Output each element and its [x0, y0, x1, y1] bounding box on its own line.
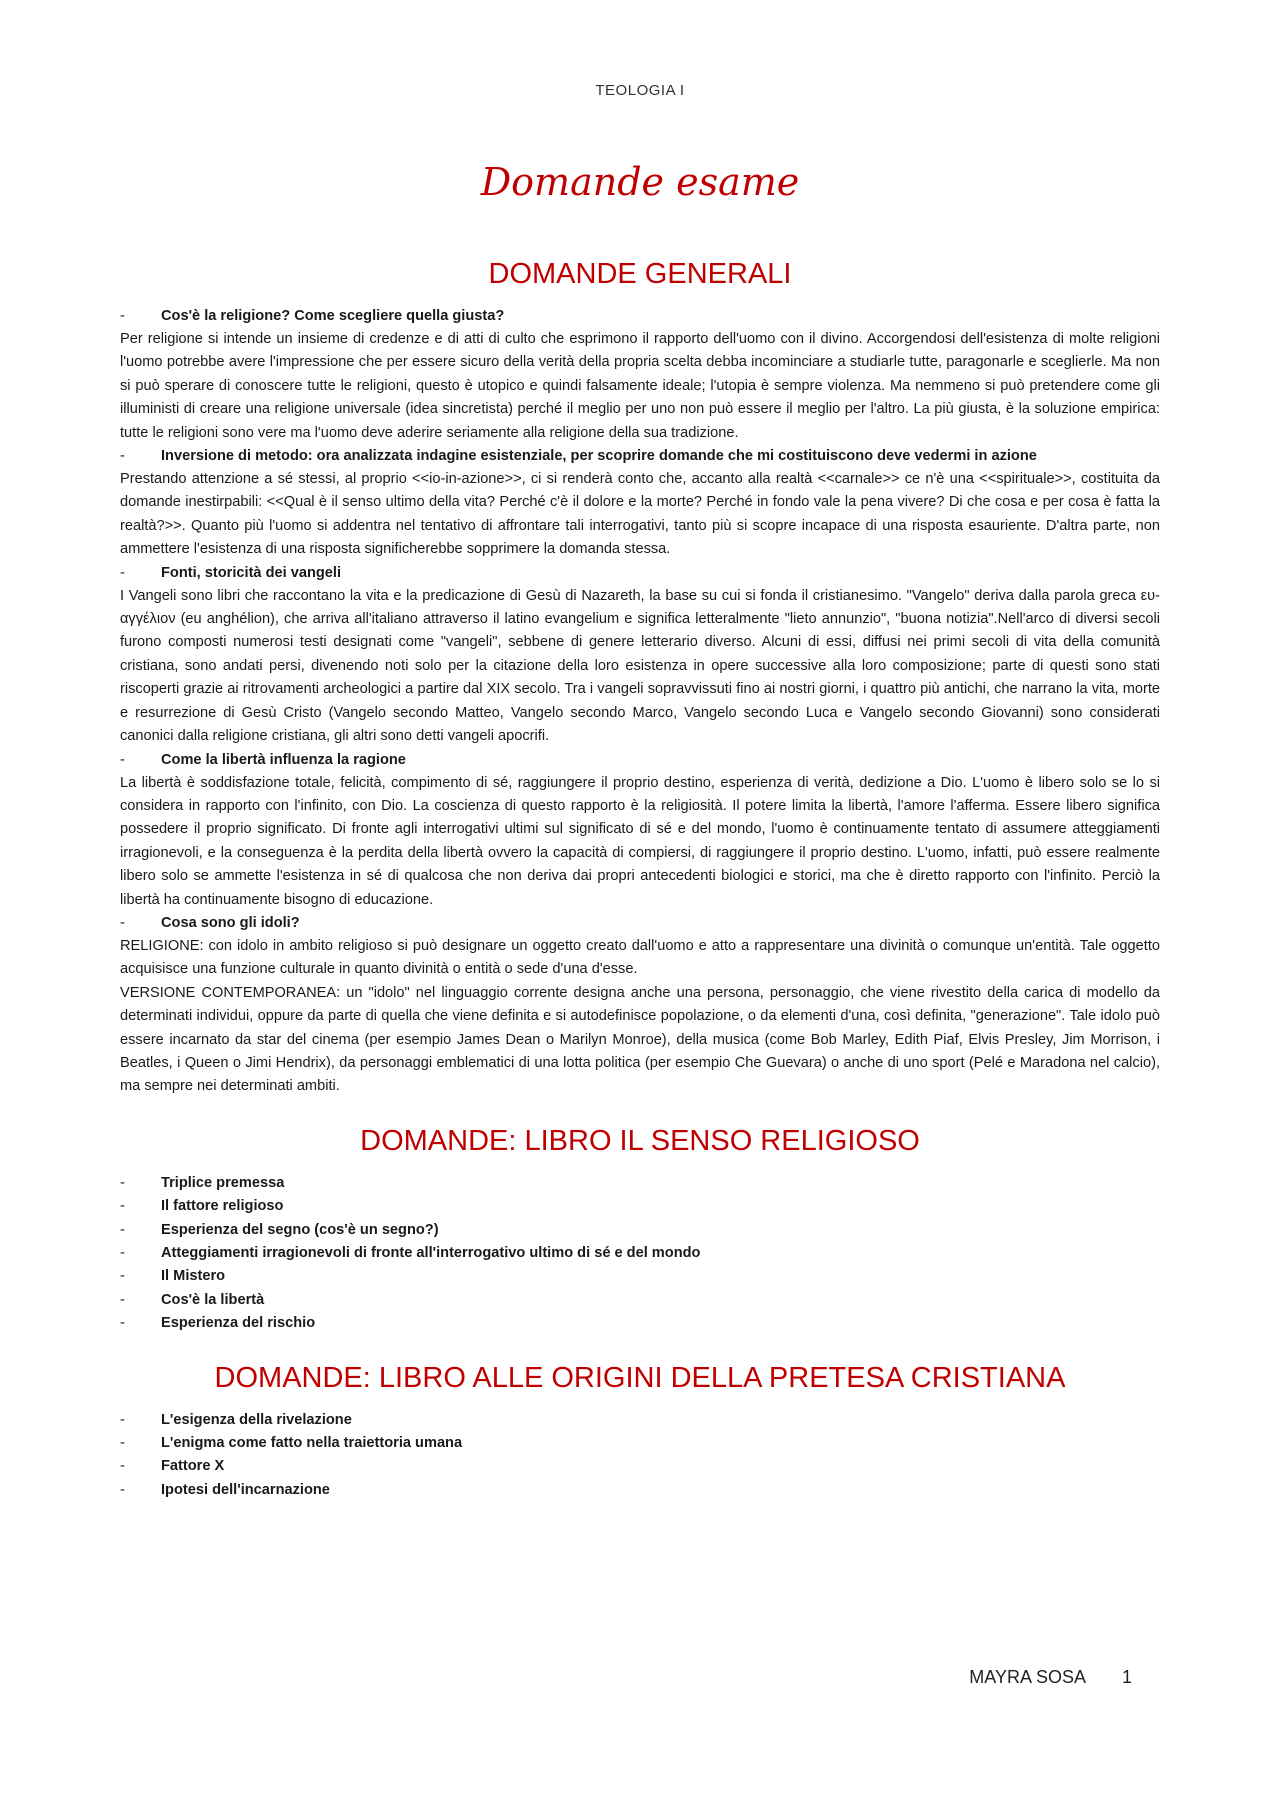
list-item: - L'esigenza della rivelazione — [120, 1409, 1160, 1432]
question-title: - Cos'è la religione? Come scegliere quella giusta? — [120, 305, 1160, 328]
answer-text: Per religione si intende un insieme di credenze e di atti di culto che esprimono il rapporto dell'uomo con il divino. Accorgendosi dell'esistenza di molte religioni l'uomo potrebbe avere l'impressione che per essere sicuro della verità della propria scelta debba incominciare a studiarle tutte, paragonarle e sceglierle. Ma non si può sperare di conoscere tutte le religioni, questo è utopico e quindi falsamente ideale; l'utopia è sempre violenza. Ma nemmeno si può pretendere come gli illuministi di creare una religione universale (idea sincretista) perché il meglio per uno non può essere il meglio per l'altro. La più giusta, è la soluzione empirica: tutte le religioni sono vere ma l'uomo deve aderire seriamente alla religione della sua tradizione. — [120, 331, 1160, 441]
answer-text: Prestando attenzione a sé stessi, al proprio <<io-in-azione>>, ci si renderà conto che, accanto alla realtà <<carnale>> ce n'è una <<spirituale>>, costituita da domande inestirpabili: <<Qual è il senso ultimo della vita? Perché c'è il dolore e la morte? Perché in fondo vale la pena vivere? Di che cosa e per cosa è fatta la realtà?>>. Quanto più l'uomo si addentra nel tentativo di affrontare tali interrogativi, tanto più si scopre incapace di una risposta esauriente. D'altra parte, non ammettere l'esistenza di una risposta significherebbe sopprimere la domanda stessa. — [120, 471, 1160, 558]
list-item: - Esperienza del segno (cos'è un segno?) — [120, 1219, 1160, 1242]
list-item: - Cos'è la libertà — [120, 1289, 1160, 1312]
question-title: - Inversione di metodo: ora analizzata indagine esistenziale, per scoprire domande che mi costituiscono deve vedermi in azione — [120, 445, 1160, 468]
list-item: - L'enigma come fatto nella traiettoria umana — [120, 1432, 1160, 1455]
question-list-senso-religioso — [120, 1172, 1160, 1336]
footer-author: MAYRA SOSA — [969, 1667, 1086, 1687]
running-header: TEOLOGIA I — [595, 82, 685, 99]
page-number: 1 — [1121, 1667, 1132, 1687]
list-item: - Fattore X — [120, 1455, 1160, 1478]
list-item: - Esperienza del rischio — [120, 1312, 1160, 1335]
list-item: - Triplice premessa — [120, 1172, 1160, 1195]
question-title: - Come la libertà influenza la ragione — [120, 749, 1160, 772]
list-item: - Il Mistero — [120, 1265, 1160, 1288]
section-heading-general: DOMANDE GENERALI — [488, 258, 792, 290]
list-item: - Ipotesi dell'incarnazione — [120, 1479, 1160, 1502]
document-title: Domande esame — [480, 160, 800, 204]
answer-text: La libertà è soddisfazione totale, felicità, compimento di sé, raggiungere il proprio destino, esperienza di verità, dedizione a Dio. L'uomo è libero solo se lo si considera in rapporto con l'infinito, con Dio. La coscienza di questo rapporto è la religiosità. Il potere limita la libertà, l'amore l'afferma. Essere libero significa possedere il proprio significato. Di fronte agli interrogativi ultimi sul significato di sé e del mondo, l'uomo è continuamente tentato di assumere atteggiamenti irragionevoli, e la conseguenza è la perdita della libertà ovvero la capacità di compiersi, di raggiungere il proprio destino. L'uomo, infatti, può essere realmente libero solo se ammette l'esistenza in sé di qualcosa che non deriva dai propri antecedenti biologici e storici, ma che è diretto rapporto con l'infinito. Perciò la libertà ha continuamente bisogno di educazione. — [120, 774, 1160, 908]
question-title: - Fonti, storicità dei vangeli — [120, 562, 1160, 585]
answer-text: I Vangeli sono libri che raccontano la vita e la predicazione di Gesù di Nazareth, la base su cui si fonda il cristianesimo. "Vangelo" deriva dalla parola greca ευ-αγγέλιον (eu anghélion), che arriva all'italiano attraverso il latino evangelium e significa letteralmente "lieto annunzio", "buona notizia".Nell'arco di diversi secoli furono composti numerosi testi designati come "vangeli", sebbene di genere letterario diverso. Alcuni di essi, diffusi nei primi secoli di vita della comunità cristiana, sono andati persi, divenendo noti solo per la citazione della loro esistenza in opere successive alla loro composizione; parte di questi sono stati riscoperti grazie ai ritrovamenti archeologici a partire dal XIX secolo. Tra i vangeli sopravvissuti fino ai nostri giorni, i quattro più antichi, che narrano la vita, morte e resurrezione di Gesù Cristo (Vangelo secondo Matteo, Vangelo secondo Marco, Vangelo secondo Luca e Vangelo secondo Giovanni) sono considerati canonici dalla religione cristiana, gli altri sono detti vangeli apocrifi. — [120, 587, 1160, 745]
list-item: - Il fattore religioso — [120, 1195, 1160, 1218]
section-heading-senso-religioso: DOMANDE: LIBRO IL SENSO RELIGIOSO — [360, 1124, 920, 1157]
list-item: - Atteggiamenti irragionevoli di fronte all'interrogativo ultimo di sé e del mondo — [120, 1242, 1160, 1265]
document-body — [120, 258, 1160, 1502]
answer-text: VERSIONE CONTEMPORANEA: un "idolo" nel linguaggio corrente designa anche una persona, personaggio, che viene rivestito della carica di modello da determinati individui, oppure da parte di quella che viene definita e si autodefinisce popolazione, o da elementi d'una, così definita, "generazione". Tale idolo può essere incarnato da star del cinema (per esempio James Dean o Marilyn Monroe), della musica (come Bob Marley, Edith Piaf, Elvis Presley, Jim Morrison, i Beatles, i Queen o Jimi Hendrix), da personaggi emblematici di una lotta politica (per esempio Che Guevara) o anche di uno sport (Pelé e Maradona nel calcio), ma sempre nei determinati ambiti. — [120, 984, 1160, 1095]
question-title: - Cosa sono gli idoli? — [120, 912, 1160, 935]
section-heading-origini: DOMANDE: LIBRO ALLE ORIGINI DELLA PRETESA CRISTIANA — [214, 1361, 1066, 1394]
answer-text: RELIGIONE: con idolo in ambito religioso si può designare un oggetto creato dall'uomo e atto a rappresentare una divinità o comunque un'entità. Tale oggetto acquisisce una funzione culturale in quanto divinità o entità o sede d'una d'esse. — [120, 937, 1160, 978]
question-list-origini — [120, 1409, 1160, 1503]
page-footer — [933, 1667, 1132, 1688]
